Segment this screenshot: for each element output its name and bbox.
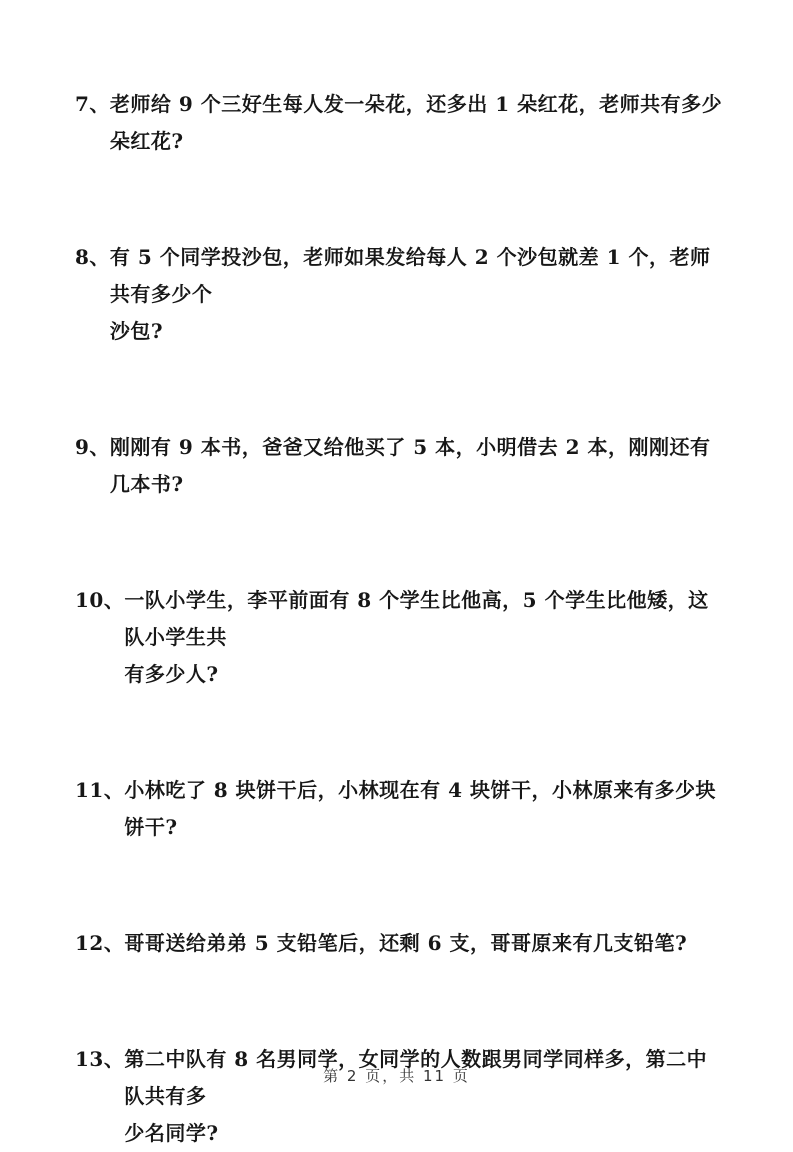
- question-12: [75, 925, 725, 962]
- question-13: [75, 1041, 725, 1152]
- question-text: [124, 925, 725, 962]
- question-10: [75, 582, 725, 693]
- question-11: [75, 772, 725, 846]
- question-number: 10、: [75, 588, 125, 612]
- question-number: 12、: [75, 931, 125, 955]
- question-text: [110, 429, 725, 503]
- question-number: 7、: [75, 92, 110, 116]
- footer-page-number: 第 2 页，共 11 页: [323, 1067, 470, 1085]
- question-text: [110, 86, 725, 160]
- question-text: [124, 582, 725, 693]
- question-line: 老师给 9 个三好生每人发一朵花，还多出 1 朵红花，老师共有多少朵红花?: [109, 92, 723, 153]
- question-number: 8、: [75, 245, 110, 269]
- question-number: 9、: [75, 435, 110, 459]
- question-line: 少名同学?: [124, 1121, 219, 1145]
- question-number: 13、: [75, 1047, 125, 1071]
- question-9: [75, 429, 725, 503]
- question-text: [124, 772, 725, 846]
- question-number: 11、: [75, 778, 125, 802]
- question-text: [124, 1041, 725, 1152]
- question-line: 有 5 个同学投沙包，老师如果发给每人 2 个沙包就差 1 个，老师共有多少个: [109, 245, 711, 306]
- question-7: [75, 86, 725, 160]
- question-line: 第二中队有 8 名男同学，女同学的人数跟男同学同样多，第二中队共有多: [124, 1047, 708, 1108]
- question-line: 沙包?: [109, 319, 164, 343]
- question-line: 有多少人?: [124, 662, 219, 686]
- question-text: [110, 239, 725, 350]
- question-8: [75, 239, 725, 350]
- question-line: 小林吃了 8 块饼干后，小林现在有 4 块饼干，小林原来有多少块饼干?: [124, 778, 717, 839]
- question-line: 一队小学生，李平前面有 8 个学生比他高，5 个学生比他矮，这队小学生共: [124, 588, 709, 649]
- question-line: 刚刚有 9 本书，爸爸又给他买了 5 本，小明借去 2 本，刚刚还有几本书?: [109, 435, 711, 496]
- question-line: 哥哥送给弟弟 5 支铅笔后，还剩 6 支，哥哥原来有几支铅笔?: [124, 931, 688, 955]
